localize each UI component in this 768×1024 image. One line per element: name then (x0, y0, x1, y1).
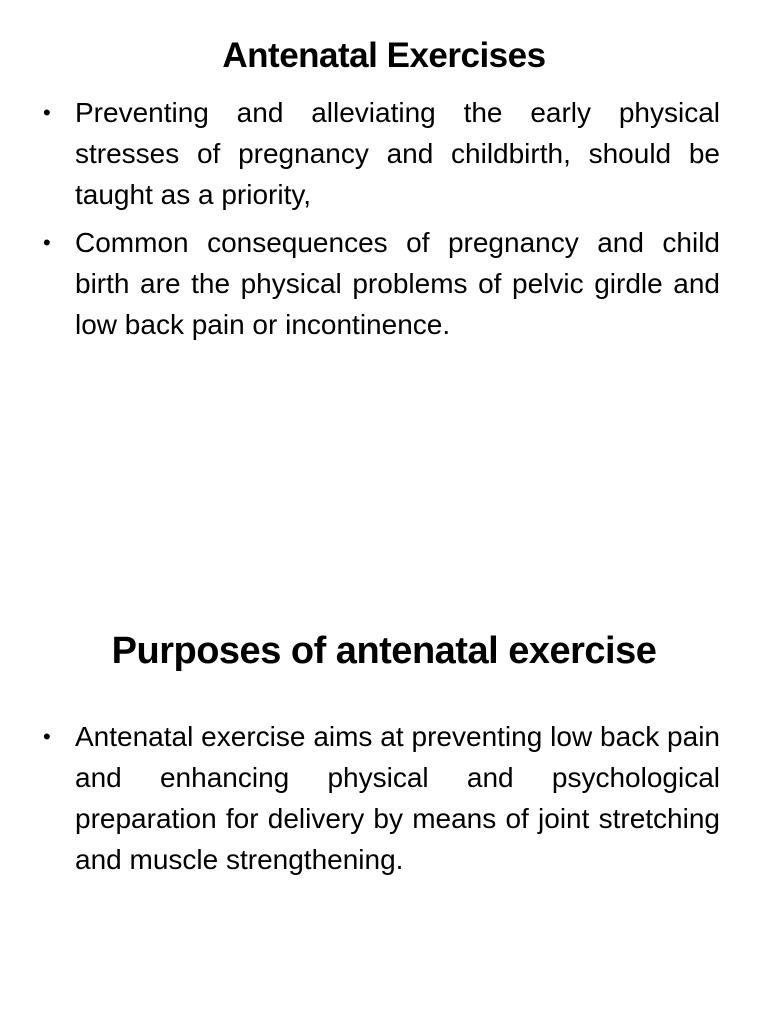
slide-title: Antenatal Exercises (222, 36, 546, 75)
bullet-icon: • (43, 724, 51, 749)
bullet-icon: • (43, 100, 51, 125)
slide-antenatal-exercises (0, 34, 768, 345)
slide-purposes-of-antenatal-exercise (0, 626, 768, 880)
bullet-item (0, 92, 768, 215)
bullet-text: Common consequences of pregnancy and child birth are the physical problems of pelvic girdle and low back pain or incontinence. (75, 227, 720, 340)
bullet-text: Preventing and alleviating the early physical stresses of pregnancy and childbirth, should be taught as a priority, (75, 97, 720, 210)
bullet-list (0, 92, 768, 345)
bullet-list (0, 716, 768, 880)
bullet-item (0, 222, 768, 345)
slide-title: Purposes of antenatal exercise (111, 630, 657, 672)
bullet-icon: • (43, 230, 51, 255)
bullet-item (0, 716, 768, 880)
bullet-text: Antenatal exercise aims at preventing low back pain and enhancing physical and psychological preparation for delivery by means of joint stretching and muscle strengthening. (75, 721, 720, 875)
